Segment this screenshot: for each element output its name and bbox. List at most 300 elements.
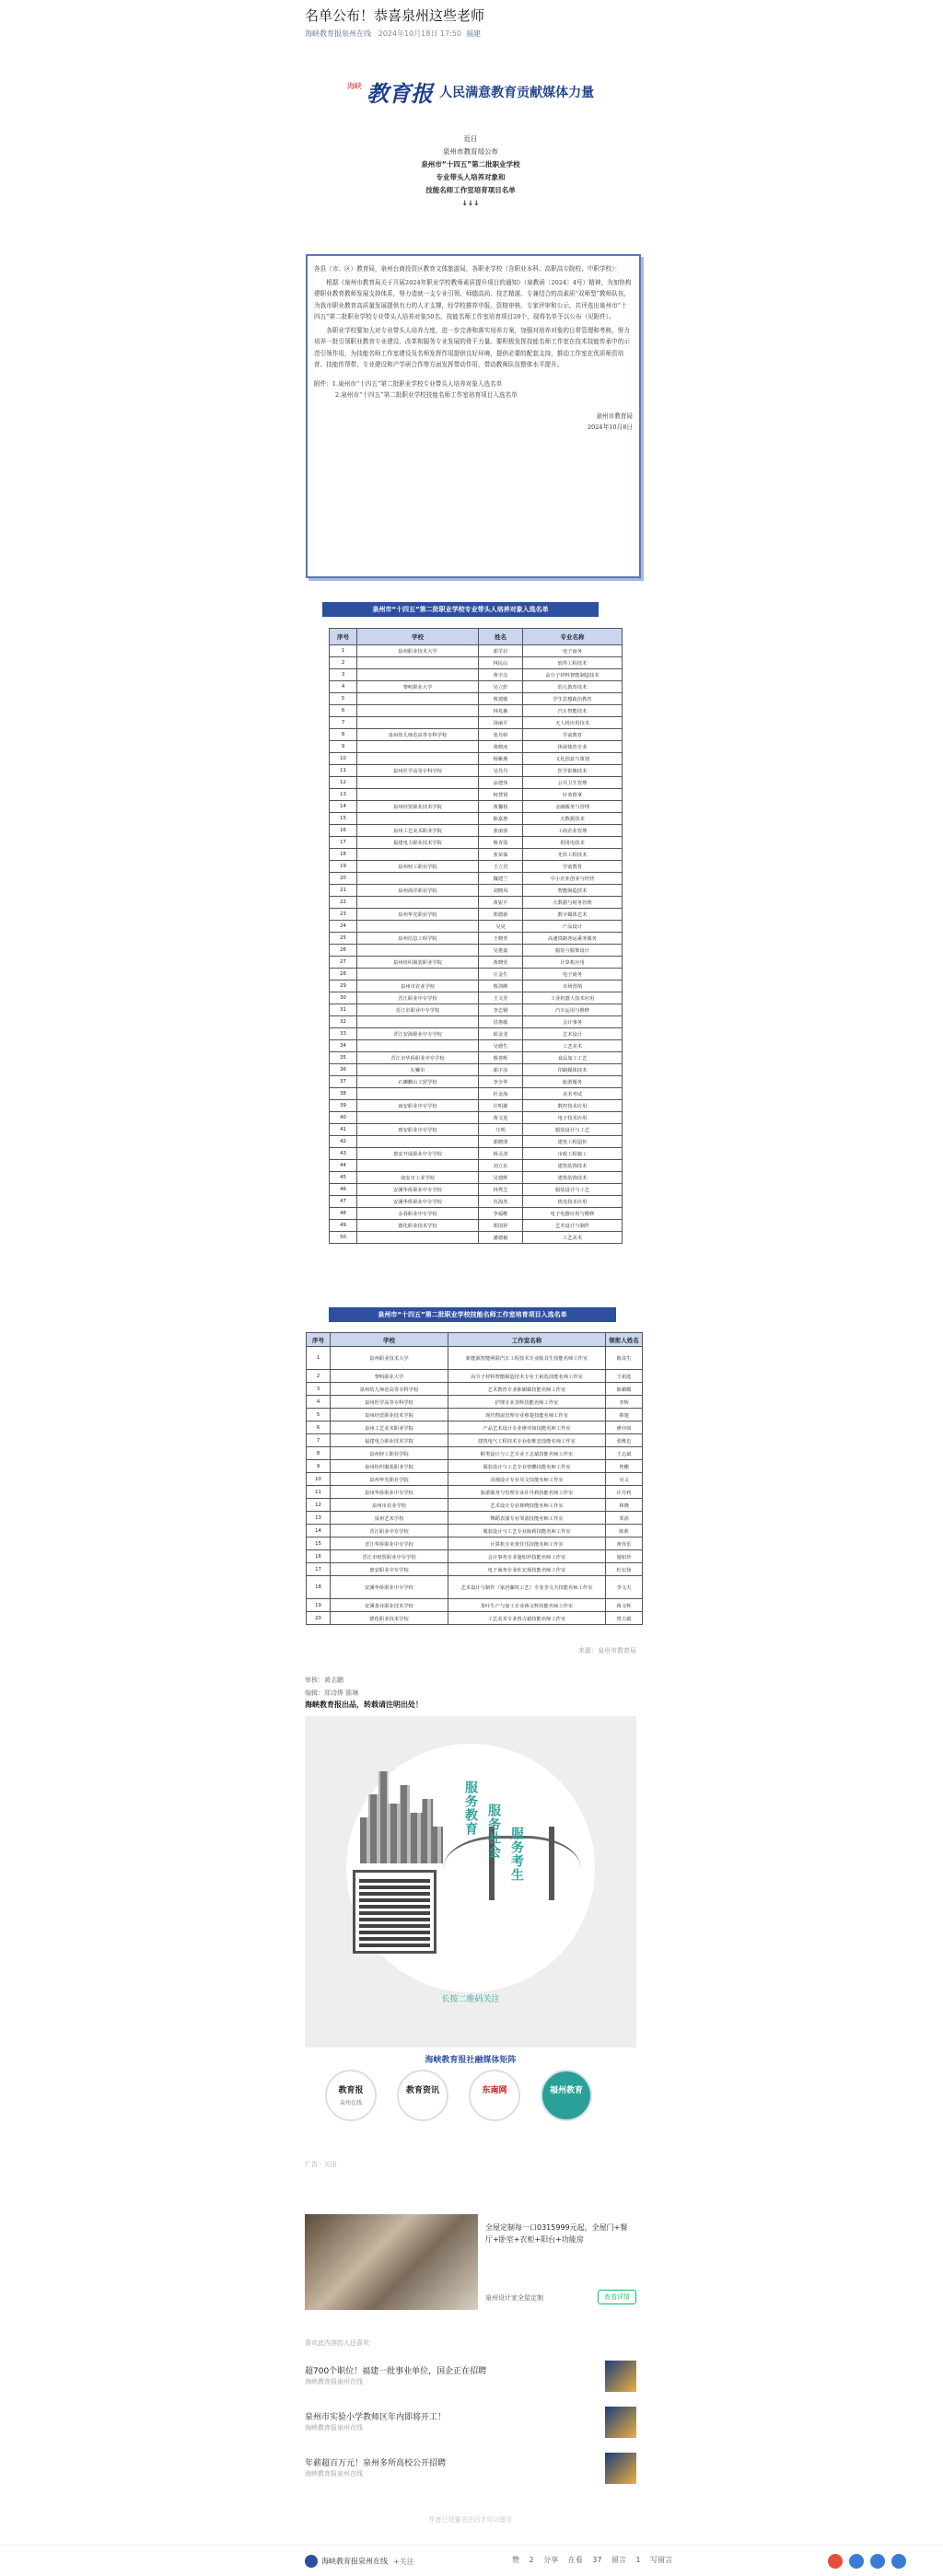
- table-cell: 46: [330, 1184, 357, 1196]
- bar-account[interactable]: [305, 2555, 414, 2568]
- table-cell: 苏海杰: [479, 1196, 523, 1208]
- table-cell: 艺术设计专业林晓技能名师工作室: [448, 1499, 606, 1512]
- table-cell: 针灸推拿: [523, 789, 623, 801]
- table-cell: [357, 849, 479, 861]
- table-cell: 高分子材料智能制造技术专业王祖选技能名师工作室: [448, 1370, 606, 1383]
- table-cell: 高分子材料智能制造技术: [523, 669, 623, 681]
- table-cell: 3: [307, 1383, 331, 1396]
- qr-code[interactable]: [355, 1873, 434, 1951]
- table-cell: 4: [330, 681, 357, 693]
- table-cell: 晋江市职业中专学校: [357, 1004, 479, 1016]
- table-cell: 智能制造技术: [523, 885, 623, 897]
- table-cell: 49: [330, 1220, 357, 1232]
- table-cell: 郭学启: [479, 645, 523, 657]
- table-cell: 医学影像技术: [523, 765, 623, 777]
- table-cell: 泉州幼儿师范高等专科学校: [331, 1383, 448, 1396]
- table2: [306, 1332, 643, 1625]
- keyboard-icon[interactable]: [870, 2554, 885, 2569]
- table-header: 学校: [357, 629, 479, 645]
- table-row: [307, 1537, 643, 1550]
- table-cell: 旅游服务与管理专业许丹莉技能名师工作室: [448, 1486, 606, 1499]
- table-cell: [357, 873, 479, 885]
- floating-icons: [826, 2551, 906, 2569]
- table-row: [330, 933, 623, 945]
- table-cell: 文化创意与策划: [523, 753, 623, 765]
- table-cell: 汽车运用与维修: [523, 1004, 623, 1016]
- table-row: [330, 1028, 623, 1040]
- table-cell: 市政工程施工: [523, 1148, 623, 1160]
- matrix-title: 海峡教育报社融媒体矩阵: [425, 2056, 517, 2065]
- table-cell: 晋江安海职业中专学校: [357, 1028, 479, 1040]
- table-cell: 庄金生: [479, 969, 523, 981]
- table-row: [307, 1460, 643, 1473]
- table-cell: 会计事务: [523, 1016, 623, 1028]
- matrix-item[interactable]: [469, 2070, 520, 2121]
- table-cell: 黄银平: [479, 897, 523, 909]
- table-cell: 吴德生: [479, 1040, 523, 1052]
- table-cell: 杨紫燕: [479, 753, 523, 765]
- table-cell: 高速铁路客运乘务服务: [523, 933, 623, 945]
- table-row: [307, 1370, 643, 1383]
- table-cell: 7: [307, 1434, 331, 1447]
- table-row: [330, 909, 623, 921]
- table-row: [330, 921, 623, 933]
- table-cell: 4: [307, 1396, 331, 1409]
- table-cell: 学生思想政治教育: [523, 693, 623, 705]
- table-row: [330, 945, 623, 957]
- table-cell: 安溪华侨职业中专学校: [357, 1196, 479, 1208]
- promo-text: 服务教育: [463, 1781, 478, 1836]
- table-cell: [357, 1160, 479, 1172]
- intro-line: 近日: [463, 134, 478, 143]
- table-cell: 汽车智能技术: [523, 705, 623, 717]
- table-cell: 安溪华侨职业中专学校: [357, 1184, 479, 1196]
- table-cell: 邱金龙: [479, 1028, 523, 1040]
- table-cell: 黄佳乐: [606, 1537, 643, 1550]
- table-row: [330, 1124, 623, 1136]
- table-cell: 14: [330, 801, 357, 813]
- table-row: [307, 1434, 643, 1447]
- table-cell: 陈其生: [606, 1347, 643, 1370]
- table-cell: 艺术设计: [523, 1028, 623, 1040]
- table-cell: 25: [330, 933, 357, 945]
- table-cell: 南安职业中专学校: [357, 1100, 479, 1112]
- table-cell: 林晓: [606, 1499, 643, 1512]
- table-row: [330, 1220, 623, 1232]
- table-row: [330, 753, 623, 765]
- table-cell: 惠安职业中专学校: [331, 1563, 448, 1576]
- reviewer: 审核：黄志鹏: [305, 1677, 343, 1684]
- table-cell: 李文夫: [606, 1576, 643, 1599]
- table-cell: [357, 705, 479, 717]
- table-row: [307, 1396, 643, 1409]
- table-cell: 黄宇亮: [479, 669, 523, 681]
- article-title: 名单公布！恭喜泉州这些老师: [305, 7, 485, 24]
- table-cell: [357, 1088, 479, 1100]
- table-cell: 泉州职业技术大学: [357, 645, 479, 657]
- table-cell: 幼儿教育技术: [523, 681, 623, 693]
- table-header: 序号: [307, 1333, 331, 1347]
- table-cell: 艺术设计与制作: [523, 1220, 623, 1232]
- matrix-item[interactable]: [397, 2070, 448, 2121]
- table-cell: [357, 657, 479, 669]
- related-item[interactable]: [305, 2357, 636, 2394]
- table-row: [330, 1232, 623, 1244]
- table-row: [330, 777, 623, 789]
- matrix-item-name: 东南网: [482, 2086, 507, 2095]
- table-row: [307, 1499, 643, 1512]
- table-cell: 28: [330, 969, 357, 981]
- ad-image[interactable]: [305, 2214, 478, 2310]
- table-cell: [357, 789, 479, 801]
- table-cell: 杜金海: [479, 1088, 523, 1100]
- table-cell: [357, 1016, 479, 1028]
- table-cell: 29: [330, 981, 357, 992]
- table-cell: 泉州艺术学校: [331, 1512, 448, 1525]
- table-cell: 李辉: [606, 1396, 643, 1409]
- table-row: [330, 813, 623, 825]
- table-cell: 柯慧贤: [479, 789, 523, 801]
- matrix-item-name: 教育报: [338, 2086, 364, 2095]
- table-cell: 产品设计: [523, 921, 623, 933]
- table-cell: 会计事务专业施如珍技能名师工作室: [448, 1550, 606, 1563]
- attachment-1: 附件：1.泉州市“十四五”第二批职业学校专业带头人培养对象入选名单: [314, 379, 503, 388]
- table-cell: 泉州华光职业学院: [357, 909, 479, 921]
- table-cell: 汤丽平: [479, 717, 523, 729]
- table-row: [330, 1064, 623, 1076]
- table-cell: 德化职业技术学校: [357, 1220, 479, 1232]
- promo-text: 服务考生: [509, 1827, 524, 1882]
- table-row: [330, 969, 623, 981]
- table-cell: 7: [330, 717, 357, 729]
- table-cell: 23: [330, 909, 357, 921]
- table-cell: 王志斌: [606, 1447, 643, 1460]
- table-cell: 1: [307, 1347, 331, 1370]
- table-row: [330, 717, 623, 729]
- table-cell: 32: [330, 1016, 357, 1028]
- table-cell: [357, 777, 479, 789]
- table-cell: [357, 1136, 479, 1148]
- table-cell: 泉州信息工程学院: [357, 933, 479, 945]
- table-cell: 12: [307, 1499, 331, 1512]
- table-cell: 许丹莉: [606, 1486, 643, 1499]
- table-row: [307, 1612, 643, 1625]
- table-cell: 20: [330, 873, 357, 885]
- table-cell: 郑德新: [479, 909, 523, 921]
- table-cell: 18: [330, 849, 357, 861]
- table-row: [307, 1550, 643, 1563]
- table-cell: 公共卫生管理: [523, 777, 623, 789]
- table-cell: 19: [330, 861, 357, 873]
- table-cell: 20: [307, 1612, 331, 1625]
- table-cell: 12: [330, 777, 357, 789]
- table-cell: 泉州轻工职业学院: [331, 1447, 448, 1460]
- table-cell: 10: [307, 1473, 331, 1486]
- table-cell: 大数据技术: [523, 813, 623, 825]
- editors: [305, 1674, 636, 1700]
- table-cell: 吴惠嘉: [479, 945, 523, 957]
- table-cell: 黎明职业大学: [331, 1370, 448, 1383]
- table-cell: [357, 1232, 479, 1244]
- table-cell: 服装设计与工艺: [523, 1124, 623, 1136]
- table-cell: 晋江市财贸职业中专学校: [331, 1550, 448, 1563]
- table-cell: 泉州纺织服装职业学院: [357, 957, 479, 969]
- table-row: [330, 825, 623, 837]
- notice-para: 各县（市、区）教育局，泉州台商投资区教育文体旅游局，各职业学校（含职业本科、高职高专院校、中职学校）：: [314, 265, 621, 273]
- table-row: [330, 1076, 623, 1088]
- mic-icon[interactable]: [849, 2554, 864, 2569]
- table-cell: 6: [330, 705, 357, 717]
- table-cell: 计算机专业黄佳乐技能名师工作室: [448, 1537, 606, 1550]
- bar-actions[interactable]: 赞 2 分享 在看 37 留言 1 写留言: [512, 2556, 673, 2564]
- table-cell: 产品艺术设计专业廖亦如技能名师工作室: [448, 1421, 606, 1434]
- table-cell: 蔡建敏: [479, 693, 523, 705]
- table-cell: 郭晓清: [479, 1136, 523, 1148]
- table-cell: 王晓青: [479, 933, 523, 945]
- table-cell: [357, 1112, 479, 1124]
- table-cell: 17: [330, 837, 357, 849]
- table-cell: 41: [330, 1124, 357, 1136]
- table-row: [307, 1447, 643, 1460]
- ad-brand: 泉州设计家全屋定制: [485, 2294, 543, 2302]
- table-cell: 德化职业技术学校: [331, 1612, 448, 1625]
- ad-cta-button[interactable]: 查看详情: [598, 2290, 636, 2304]
- table-cell: 服装设计与工艺: [523, 1184, 623, 1196]
- table-cell: 黄馨枝: [479, 801, 523, 813]
- table-cell: 11: [307, 1486, 331, 1499]
- table-row: [330, 849, 623, 861]
- table-cell: 王文芳: [479, 992, 523, 1004]
- table-cell: 林民山: [479, 657, 523, 669]
- table-cell: 王立君: [479, 861, 523, 873]
- table-cell: 黄晓冰: [479, 741, 523, 753]
- table-row: [330, 1040, 623, 1052]
- table-cell: 南安市工业学校: [357, 1172, 479, 1184]
- table-cell: 杨灵清: [479, 1148, 523, 1160]
- related-item-source: 海峡教育报泉州在线: [305, 2378, 363, 2385]
- table-cell: 郑国祥: [479, 1220, 523, 1232]
- table-cell: [357, 669, 479, 681]
- matrix-item-name: 教育资讯: [405, 2086, 439, 2095]
- table-cell: 福建电力职业技术学院: [357, 837, 479, 849]
- related-thumb: [605, 2453, 636, 2484]
- table-cell: 建筑工程造价: [523, 1136, 623, 1148]
- table-cell: 学前教育: [523, 729, 623, 741]
- matrix-item-sub: 泉州在线: [339, 2100, 362, 2106]
- table-header: 姓名: [479, 629, 523, 645]
- table-cell: 建筑装饰技术: [523, 1160, 623, 1172]
- table-cell: 2: [307, 1370, 331, 1383]
- table-cell: 吴文: [606, 1473, 643, 1486]
- table-cell: 光伏工程技术: [523, 849, 623, 861]
- matrix-item[interactable]: [541, 2070, 592, 2121]
- slogan: 人民满意教育贡献媒体力量: [439, 85, 595, 100]
- table-cell: 16: [307, 1550, 331, 1563]
- matrix-item[interactable]: [325, 2070, 377, 2121]
- table-cell: 工商企业管理: [523, 825, 623, 837]
- table-cell: 泉州轻工职业学院: [357, 861, 479, 873]
- follow-button[interactable]: +关注: [393, 2557, 414, 2566]
- table-cell: 安溪茶业职业技术学校: [331, 1599, 448, 1612]
- table-row: [307, 1421, 643, 1434]
- table-cell: 蔡楚: [606, 1409, 643, 1421]
- avatar: [305, 2555, 318, 2568]
- table-cell: 供用电技术: [523, 837, 623, 849]
- table-row: [330, 1160, 623, 1172]
- table-cell: 吴立轩: [479, 681, 523, 693]
- table-cell: 李福维: [479, 1208, 523, 1220]
- table-cell: 林秀芝: [479, 1184, 523, 1196]
- table-cell: 50: [330, 1232, 357, 1244]
- table-cell: [357, 969, 479, 981]
- notice-box: [306, 254, 641, 578]
- ad-label[interactable]: 广告 · 关闭: [305, 2161, 337, 2168]
- related-item[interactable]: [305, 2403, 636, 2440]
- table-cell: 43: [330, 1148, 357, 1160]
- table-row: [330, 765, 623, 777]
- table-cell: 泉州职业技术大学: [331, 1347, 448, 1370]
- table-cell: 36: [330, 1064, 357, 1076]
- table-cell: 33: [330, 1028, 357, 1040]
- promo-head: 海峡教育报出品，转载请注明出处！: [305, 1700, 423, 1709]
- table-cell: 31: [330, 1004, 357, 1016]
- table-cell: 郭宇彦: [479, 1064, 523, 1076]
- table-row: [307, 1409, 643, 1421]
- table-row: [330, 837, 623, 849]
- table-cell: 电子商务专业杜宏扬技能名师工作室: [448, 1563, 606, 1576]
- related-item[interactable]: [305, 2449, 636, 2486]
- related-item-title: 年薪超百万元！泉州多所高校公开招聘: [305, 2459, 447, 2468]
- table-cell: 泉州海洋职业学院: [357, 885, 479, 897]
- table-cell: 张丹婷: [479, 729, 523, 741]
- table-cell: 机电技术应用: [523, 1196, 623, 1208]
- table-cell: 34: [330, 1040, 357, 1052]
- table-cell: 美术考试: [523, 1088, 623, 1100]
- table-header: 领衔人姓名: [606, 1333, 643, 1347]
- sogou-icon[interactable]: [828, 2554, 843, 2569]
- table-cell: 蔡善辉: [479, 1052, 523, 1064]
- table-cell: 9: [307, 1460, 331, 1473]
- table-cell: [357, 1040, 479, 1052]
- account-link[interactable]: 海峡教育报泉州在线: [305, 29, 371, 38]
- table-cell: 8: [330, 729, 357, 741]
- table-row: [330, 741, 623, 753]
- table-cell: 30: [330, 992, 357, 1004]
- table-row: [330, 1100, 623, 1112]
- table-cell: 泉州市农业学校: [357, 981, 479, 992]
- signer: 泉州市教育局: [596, 412, 633, 420]
- table-cell: 魏建兰: [479, 873, 523, 885]
- location: 福建: [466, 29, 482, 38]
- table-cell: 曾鹏: [606, 1460, 643, 1473]
- promo-text: 服务社会: [486, 1804, 501, 1859]
- table-cell: 艺术教育专业陈媚媚技能名师工作室: [448, 1383, 606, 1396]
- table-cell: 泉州纺织服装职业学院: [331, 1460, 448, 1473]
- editor: 编辑：郑诗烨 陈琳: [305, 1689, 359, 1697]
- table-cell: 吴建辉: [479, 1172, 523, 1184]
- bottom-bar: [0, 2545, 943, 2576]
- table-cell: 电子电器应用与维修: [523, 1208, 623, 1220]
- table-row: [330, 981, 623, 992]
- table-cell: 39: [330, 1100, 357, 1112]
- table-cell: 10: [330, 753, 357, 765]
- table-row: [330, 1052, 623, 1064]
- table-cell: 蔡剑峰: [479, 981, 523, 992]
- related-thumb: [605, 2361, 636, 2392]
- table-cell: 永春职业中专学校: [357, 1208, 479, 1220]
- table-cell: 泉州医学高等专科学校: [357, 765, 479, 777]
- ad-text: 全屋定制每一口0315999元起，全屋门+餐厅+卧室+衣柜+阳台+功能房: [485, 2223, 628, 2244]
- table-cell: 黄晓萱: [479, 957, 523, 969]
- table-cell: 现代物流管理专业蔡楚技能名师工作室: [448, 1409, 606, 1421]
- table-cell: 计算机应用: [523, 957, 623, 969]
- table-row: [307, 1486, 643, 1499]
- table-row: [330, 957, 623, 969]
- table-row: [330, 1112, 623, 1124]
- table-cell: 吴丹丹: [479, 765, 523, 777]
- table-row: [330, 1088, 623, 1100]
- table-cell: 学前教育: [523, 861, 623, 873]
- table-cell: 服装设计与工艺专业曾鹏技能名师工作室: [448, 1460, 606, 1473]
- newspaper-banner: [305, 75, 636, 107]
- table-row: [330, 1004, 623, 1016]
- table-cell: 数控技术应用: [523, 1100, 623, 1112]
- table-cell: 电子商务: [523, 645, 623, 657]
- table-cell: 张维忠: [606, 1434, 643, 1447]
- table-cell: 杜宏扬: [606, 1563, 643, 1576]
- table-cell: 22: [330, 897, 357, 909]
- table-cell: 15: [330, 813, 357, 825]
- table-cell: 安溪华侨职业中专学校: [331, 1576, 448, 1599]
- table-cell: 11: [330, 765, 357, 777]
- table-cell: 工艺美术: [523, 1040, 623, 1052]
- table-cell: 食品加工工艺: [523, 1052, 623, 1064]
- table-header: 序号: [330, 629, 357, 645]
- table-cell: 新能源智能网联汽车工程技术专业陈其生技能名师工作室: [448, 1347, 606, 1370]
- table-row: [330, 1196, 623, 1208]
- table-header: 专业名称: [523, 629, 623, 645]
- table-cell: 许明雄: [479, 1100, 523, 1112]
- table-cell: 动漫设计专业吴文技能名师工作室: [448, 1473, 606, 1486]
- table-cell: 邹菡: [606, 1512, 643, 1525]
- table-cell: 施如珍: [606, 1550, 643, 1563]
- table-cell: 建筑装饰技术: [523, 1172, 623, 1184]
- table-row: [330, 657, 623, 669]
- table-cell: 石狮市: [357, 1064, 479, 1076]
- menu-icon[interactable]: [891, 2554, 906, 2569]
- ad-card[interactable]: [305, 2214, 636, 2315]
- table-cell: 17: [307, 1563, 331, 1576]
- table-cell: [357, 921, 479, 933]
- table-cell: 建筑电气工程技术专业张维忠技能名师工作室: [448, 1434, 606, 1447]
- table-cell: 张荣保: [479, 849, 523, 861]
- table-row: [330, 645, 623, 657]
- comment-note: 作者已设置关注后才可以留言: [428, 2516, 513, 2524]
- table-cell: 42: [330, 1136, 357, 1148]
- table-row: [330, 1016, 623, 1028]
- table-cell: 李志钢: [479, 1004, 523, 1016]
- table-cell: 潘德毅: [479, 1232, 523, 1244]
- table-cell: 刘晓凤: [479, 885, 523, 897]
- table-row: [330, 885, 623, 897]
- matrix-item-name: 福州教育: [549, 2086, 583, 2095]
- table-cell: 休闲体育专业: [523, 741, 623, 753]
- related-thumb: [605, 2407, 636, 2438]
- table-cell: [357, 741, 479, 753]
- table-cell: [357, 693, 479, 705]
- table-row: [330, 1208, 623, 1220]
- table-cell: 曾古毅: [606, 1612, 643, 1625]
